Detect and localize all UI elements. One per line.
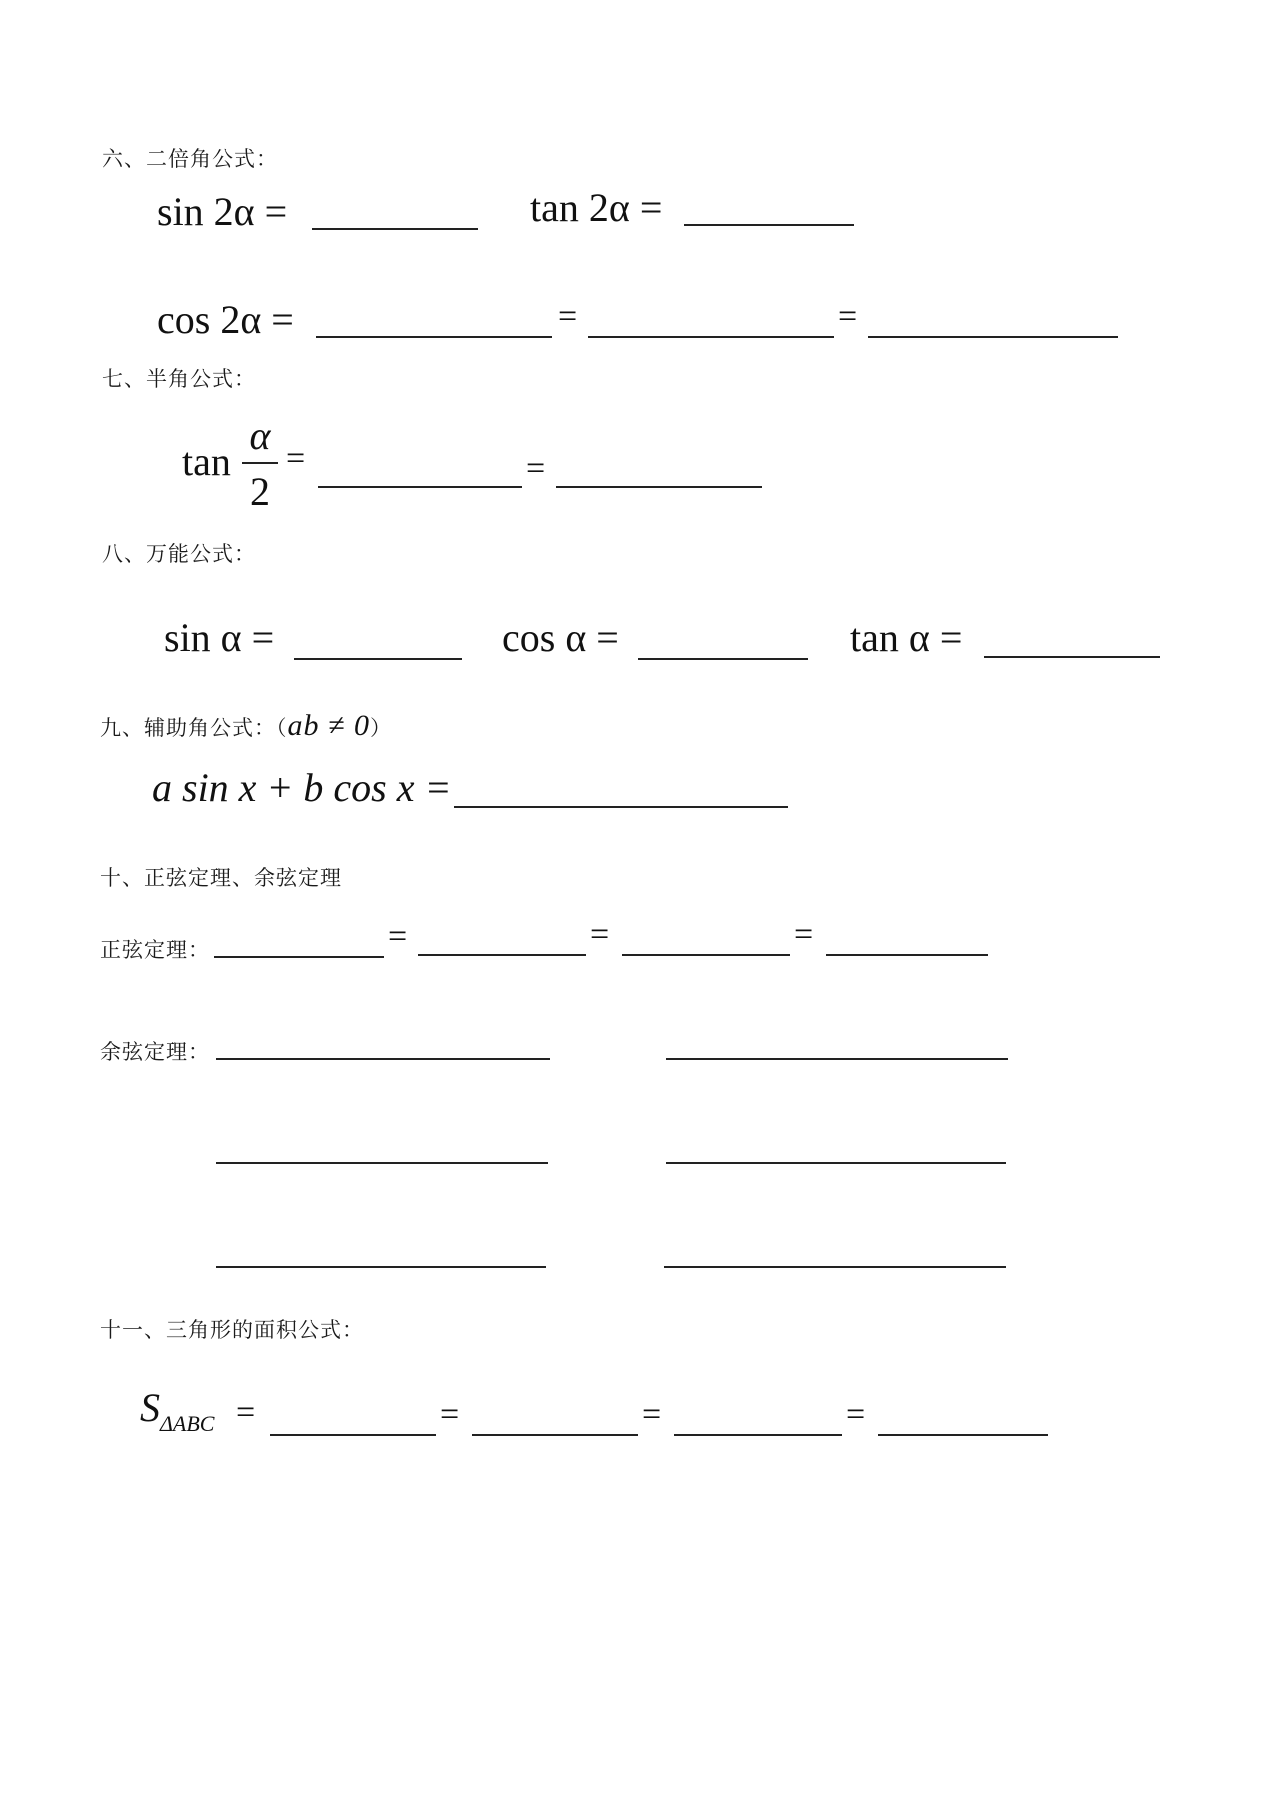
- equals-sign: =: [286, 440, 306, 477]
- blank-cosine-6[interactable]: [664, 1266, 1006, 1268]
- blank-tan-a[interactable]: [984, 656, 1160, 658]
- blank-cosine-3[interactable]: [216, 1162, 548, 1164]
- area-subscript: ΔABC: [160, 1411, 215, 1436]
- heading-universal: 八、万能公式：: [102, 542, 256, 566]
- blank-sine-3[interactable]: [622, 954, 790, 956]
- equals-sign: =: [642, 1396, 662, 1433]
- equals-sign: =: [794, 916, 814, 953]
- blank-area-2[interactable]: [472, 1434, 638, 1436]
- equals-sign: =: [440, 1396, 460, 1433]
- label-sine-law: 正弦定理：: [100, 938, 210, 962]
- blank-auxiliary[interactable]: [454, 806, 788, 808]
- blank-sine-2[interactable]: [418, 954, 586, 956]
- formula-tan-a: tan α =: [850, 615, 963, 660]
- blank-sine-4[interactable]: [826, 954, 988, 956]
- blank-cosine-1[interactable]: [216, 1058, 550, 1060]
- area-symbol: S: [140, 1385, 160, 1430]
- blank-tan2a[interactable]: [684, 224, 854, 226]
- blank-half-1[interactable]: [318, 486, 522, 488]
- condition: ab ≠ 0: [287, 709, 370, 742]
- equals-sign: =: [838, 298, 858, 335]
- heading-half-angle: 七、半角公式：: [102, 367, 256, 391]
- blank-cosine-2[interactable]: [666, 1058, 1008, 1060]
- formula-cos-a: cos α =: [502, 615, 619, 660]
- blank-cos2a-1[interactable]: [316, 336, 552, 338]
- blank-half-2[interactable]: [556, 486, 762, 488]
- equals-sign: =: [236, 1394, 256, 1431]
- formula-sin-a: sin α =: [164, 615, 275, 660]
- blank-area-3[interactable]: [674, 1434, 842, 1436]
- equals-sign: =: [590, 916, 610, 953]
- blank-sin-a[interactable]: [294, 658, 462, 660]
- formula-sin2a: sin 2α =: [157, 189, 288, 234]
- formula-cos2a: cos 2α =: [157, 297, 294, 342]
- heading-double-angle: 六、二倍角公式：: [102, 147, 278, 171]
- blank-sin2a[interactable]: [312, 228, 478, 230]
- blank-cos-a[interactable]: [638, 658, 808, 660]
- fraction-denominator: 2: [250, 469, 270, 514]
- heading-auxiliary: [100, 709, 392, 743]
- formula-area: [140, 1384, 214, 1437]
- fraction-bar: [242, 462, 278, 464]
- formula-auxiliary: a sin x + b cos x =: [152, 765, 452, 810]
- alpha-symbol: α: [249, 413, 271, 458]
- blank-cos2a-2[interactable]: [588, 336, 834, 338]
- blank-area-1[interactable]: [270, 1434, 436, 1436]
- blank-cosine-4[interactable]: [666, 1162, 1006, 1164]
- formula-tan2a: tan 2α =: [530, 185, 663, 230]
- blank-cos2a-3[interactable]: [868, 336, 1118, 338]
- blank-cosine-5[interactable]: [216, 1266, 546, 1268]
- equals-sign: =: [526, 450, 546, 487]
- blank-area-4[interactable]: [878, 1434, 1048, 1436]
- heading-triangle-area: 十一、三角形的面积公式：: [100, 1318, 364, 1342]
- blank-sine-1[interactable]: [214, 956, 384, 958]
- equals-sign: =: [558, 298, 578, 335]
- equals-sign: =: [846, 1396, 866, 1433]
- fraction-numerator: [240, 412, 280, 459]
- equals-sign: =: [388, 918, 408, 955]
- heading-sine-cosine-laws: 十、正弦定理、余弦定理: [100, 866, 342, 890]
- label-cosine-law: 余弦定理：: [100, 1040, 210, 1064]
- formula-tan: tan: [182, 439, 231, 484]
- heading-close-paren: ）: [369, 716, 392, 740]
- heading-auxiliary-text: 九、辅助角公式：（: [100, 716, 288, 740]
